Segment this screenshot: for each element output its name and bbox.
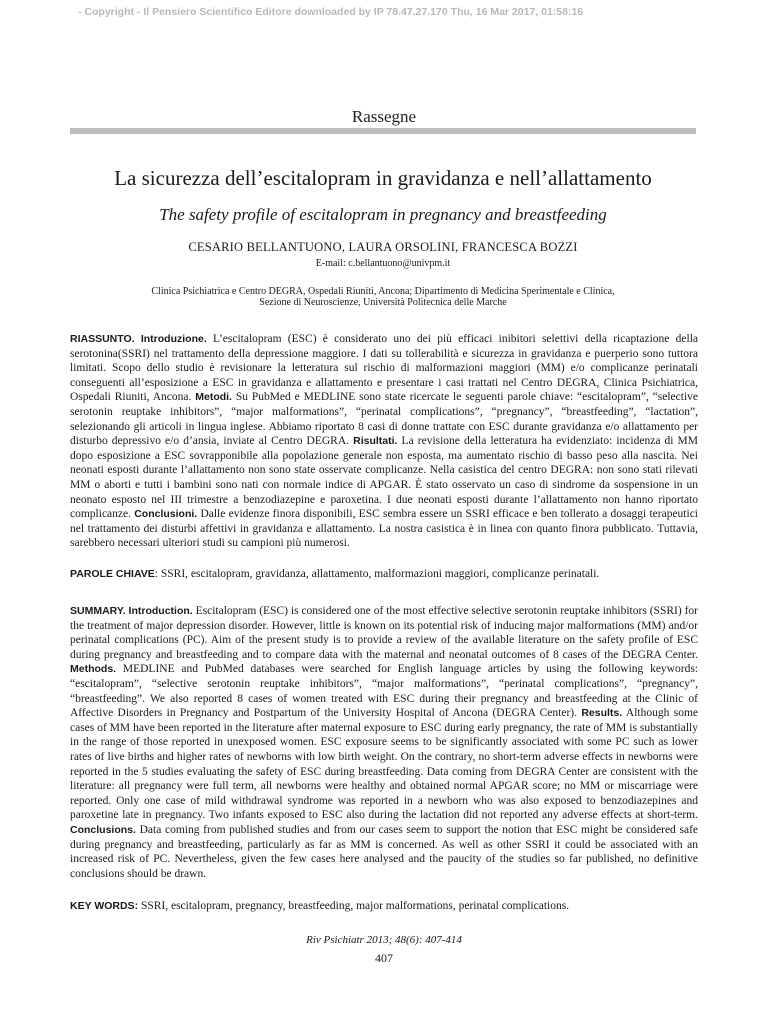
- parole-chiave-text: : SSRI, escitalopram, gravidanza, allattamento, malformazioni maggiori, complicanze perinatali.: [154, 568, 600, 580]
- riassunto-results-text: La revisione della letteratura ha evidenziato: incidenza di MM dopo esposizione a ESC sovrapponibile alla popolazione generale non esposta, ma aumentato rischio di basso peso alla nascita. Nei neonati esposti durante l’allattamento non sono state osservate complicanze. Nella casistica del centro DEGRA: non sono stati rilevati MM o aborti e tutti i bambini sono nati con normale indice di APGAR. È stato osservato un caso di sindrome da sospensione in un neonato esposto nel III trimestre a benzodiazepine e paroxetina. I due neonati esposti durante l’allattamento non hanno riportato complicanze.: [70, 435, 698, 521]
- summary-results-text: Although some cases of MM have been reported in the literature after maternal exposure to ESC during early pregnancy, the rate of MM is substantially in the range of those reported in unexposed women. ESC exposure seems to be significantly associated with some PC such as lower rates of live births and higher rates of newborns with low birth weight. On the contrary, no short-term adverse effects in newborns were reported in the 5 studies evaluating the safety of ESC during breastfeeding. Data coming from DEGRA Center are consistent with the literature: all pregnancy were full term, all newborns were healthy and obtained normal APGAR score; no MM or miscarriage were reported. Only one case of mild withdrawal syndrome was reported in a newborn who was also exposed to benzodiazepines and paroxetine late in pregnancy. Two infants exposed to ESC also during the lactation did not reported any adverse effects at short-term.: [70, 707, 698, 822]
- parole-chiave: [70, 567, 698, 582]
- copyright-watermark: - Copyright - Il Pensiero Scientifico Editore downloaded by IP 78.47.27.170 Thu, 16 Mar 2017, 01:58:16: [78, 6, 584, 18]
- riassunto-intro-label: Introduzione.: [140, 333, 207, 345]
- author-email: E-mail: c.bellantuono@univpm.it: [315, 258, 451, 269]
- summary-methods-label: Methods.: [70, 663, 117, 676]
- summary-methods-text: MEDLINE and PubMed databases were searched for English language articles by using the following keywords: “escitalopram”, “selective serotonin reuptake inhibitors”, “major malformations”, “perinatal complications”, “pregnancy”, “breastfeeding”. We also reported 8 cases of women treated with ESC during their pregnancy and breastfeeding at the Clinic of Affective Disorders in Pregnancy and Postpartum of the University Hospital of Ancona (DEGRA Center).: [70, 663, 698, 720]
- summary-abstract: [70, 604, 698, 881]
- section-label: Rassegne: [351, 107, 417, 126]
- summary-conclusions-label: Conclusions.: [70, 823, 136, 836]
- riassunto-abstract: [70, 332, 698, 551]
- authors: CESARIO BELLANTUONO, LAURA ORSOLINI, FRANCESCA BOZZI: [188, 240, 578, 254]
- riassunto-methods-text: Su PubMed e MEDLINE sono state ricercate le seguenti parole chiave: “escitalopram”, “selective serotonin reuptake inhibitors”, “major malformations”, “perinatal complications”, “pregnancy”, “breastfeeding”, “lactation”, selezionando gli articoli in lingua inglese. Abbiamo riportato 8 casi di donne trattate con ESC durante gravidanza e/o allattamento per disturbo depressivo e/o d’ansia, inviate al Centro DEGRA.: [70, 391, 698, 448]
- summary-heading: SUMMARY.: [70, 605, 126, 617]
- riassunto-methods-label: Metodi.: [195, 391, 232, 404]
- summary-intro-text: Escitalopram (ESC) is considered one of the most effective selective serotonin reuptake inhibitors (SSRI) for the treatment of major depression disorder. However, little is known on its potential risk of inducing major malformations (MM) and/or perinatal complications (PC). Aim of the present study is to provide a review of the available literature on the safety profile of ESC during pregnancy and breastfeeding and to compare data with the maternal and neonatal outcomes of 8 cases of the DEGRA Center.: [70, 605, 699, 661]
- riassunto-conclusions-label: Conclusioni.: [134, 508, 198, 521]
- riassunto-intro-text: L’escitalopram (ESC) è considerato uno dei più efficaci inibitori selettivi della ricaptazione della serotonina(SSRI) nel trattamento della depressione maggiore. I dati su tollerabilità e sicurezza in gravidanza e puerperio sono tuttora limitati. Scopo dello studio è revisionare la letteratura sul rischio di malformazioni maggiori (MM) e/o complicanze perinatali conseguenti all’esposizione a ESC in gravidanza e allattamento e presentare i casi trattati nel Centro DEGRA, Clinica Psichiatrica, Ospedali Riuniti, Ancona.: [70, 333, 698, 404]
- summary-results-label: Results.: [581, 707, 623, 720]
- affiliation-line-2: Sezione di Neuroscienze, Università Politecnica delle Marche: [259, 297, 507, 308]
- key-words: [70, 899, 698, 914]
- riassunto-heading: RIASSUNTO.: [70, 333, 135, 345]
- parole-chiave-label: PAROLE CHIAVE: [70, 568, 155, 580]
- riassunto-results-label: Risultati.: [353, 435, 398, 448]
- affiliation: [90, 286, 676, 308]
- article-title-english: The safety profile of escitalopram in pregnancy and breastfeeding: [159, 205, 607, 224]
- journal-citation: Riv Psichiatr 2013; 48(6): 407-414: [306, 934, 462, 946]
- header-rule: [70, 128, 696, 134]
- key-words-label: KEY WORDS:: [70, 900, 139, 912]
- page-number: 407: [375, 951, 393, 965]
- summary-intro-label: Introduction.: [128, 605, 193, 617]
- article-title-italian: La sicurezza dell’escitalopram in gravidanza e nell’allattamento: [114, 166, 652, 190]
- riassunto-conclusions-text: Dalle evidenze finora disponibili, ESC sembra essere un SSRI efficace e ben tollerato a dosaggi terapeutici nel trattamento dei disturbi affettivi in gravidanza e allattamento. La nostra casistica è in linea con quanto finora pubblicato. Tuttavia, sarebbero necessari ulteriori studi su campioni più numerosi.: [70, 508, 698, 550]
- key-words-text: SSRI, escitalopram, pregnancy, breastfeeding, major malformations, perinatal complications.: [138, 900, 570, 912]
- affiliation-line-1: Clinica Psichiatrica e Centro DEGRA, Ospedali Riuniti, Ancona; Dipartimento di Medicina Sperimentale e Clinica,: [151, 286, 615, 297]
- summary-conclusions-text: Data coming from published studies and from our cases seem to support the notion that ESC might be considered safe during pregnancy and breastfeeding, particularly as far as MM is concerned. As well as other SSRI it could be associated with an increased risk of PC. Nevertheless, given the few cases here analysed and the paucity of the studies so far published, no definitive conclusions should be drawn.: [70, 823, 698, 880]
